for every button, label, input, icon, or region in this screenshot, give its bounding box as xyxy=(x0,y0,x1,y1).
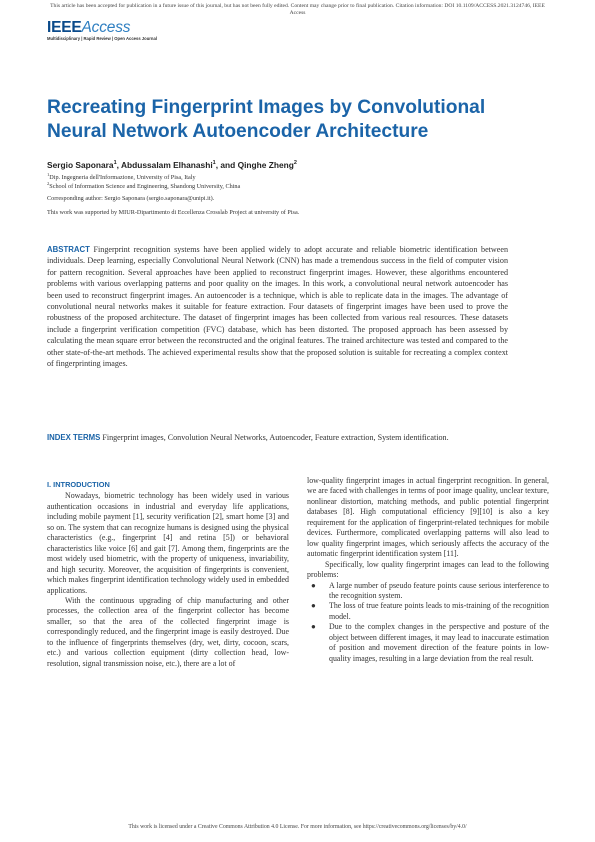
funding-note: This work was supported by MIUR-Dipartimento di Eccellenza Crosslab Project at university of Pisa. xyxy=(47,209,300,216)
journal-logo xyxy=(47,19,157,41)
bullet-icon: ● xyxy=(311,622,316,632)
abstract-heading: ABSTRACT xyxy=(47,245,90,254)
author-2: , Abdussalam Elhanashi xyxy=(116,160,213,170)
column-left xyxy=(47,480,289,669)
list-item: ● A large number of pseudo feature points cause serious interference to the recognition system. xyxy=(311,580,549,600)
intro-paragraph-4: Specifically, low quality fingerprint images can lead to the following problems: xyxy=(307,559,549,580)
bullet-icon: ● xyxy=(311,601,316,611)
abstract-text: Fingerprint recognition systems have been applied widely to adopt accurate and reliable biometric identification between individuals. Deep learning, especially Convolutional Neural Network (CNN) has made a tremendous success in the field of computer vision for pattern recognition. Several approaches have been applied to reconstruct fingerprint images. However, these algorithms encountered problems with various overlapping patterns and poor quality on the images. In this work, a convolutional neural network autoencoder has been used to reconstruct fingerprint images. An autoencoder is a technique, which is able to replicate data in the images. The advantage of convolutional neural networks makes it suitable for feature extraction. Four datasets of fingerprint images have been used to prove the robustness of the proposed architecture. The dataset of fingerprint images has been collected from various real resources. These datasets include a fingerprint verification competition (FVC) database, which has been distorted. The proposed approach has been assessed by calculating the mean square error between the reconstructed and the original features. The trained architecture was tested and compared to the other state-of-the-art methods. The achieved experimental results show that the proposed solution is suitable for recreating a complex context of fingerprinting images. xyxy=(47,245,508,369)
author-3-affil: 2 xyxy=(293,160,297,167)
top-note-line2: Access xyxy=(289,10,306,16)
list-item: ● The loss of true feature points leads to mis-training of the recognition model. xyxy=(311,601,549,621)
license-footer: This work is licensed under a Creative Commons Attribution 4.0 License. For more information, see https://creativecommons.org/licenses/by/4.0/ xyxy=(128,824,467,830)
author-2-affil: 1 xyxy=(212,160,216,167)
top-note xyxy=(0,3,595,17)
author-3: , and Qinghe Zheng xyxy=(215,160,294,170)
index-terms xyxy=(47,432,508,443)
author-1: Sergio Saponara xyxy=(47,160,114,170)
corresponding-author: Corresponding author: Sergio Saponara (sergio.saponara@unipi.it). xyxy=(47,195,215,202)
author-1-affil: 1 xyxy=(113,160,117,167)
affiliation-1: $^1$Dip. Ingegneria dell'Informazione, University of Pisa, Italy xyxy=(47,172,196,182)
logo-tagline: Multidisciplinary | Rapid Review | Open Access Journal xyxy=(47,36,157,41)
intro-paragraph-2: With the continuous upgrading of chip manufacturing and other processes, the collection area of the fingerprint collector has become smaller, so that the area of the collected fingerprint image is correspondingly reduced, and the fingerprint image is easily destroyed. Due to the influence of fingerprints themselves (dry, wet, dirty, cocoon, scars, etc.) and various collection equipment (dirty collection head, low-resolution, signal transmission noise, etc.), there are a lot of xyxy=(47,595,289,668)
column-right xyxy=(307,476,549,664)
problem-list xyxy=(307,581,549,665)
intro-paragraph-3: low-quality fingerprint images in actual fingerprint recognition. In general, we are faced with challenges in terms of poor image quality, unclear texture, nonlinear distortion, matching methods, and public potential fingerprint databases [8]. High computational efficiency [9][10] is also a key requirement for the application of fingerprint-related techniques for mobile devices. Furthermore, complicated overlapping patterns will also lead to low quality fingerprint images, which seriously affects the accuracy of the automatic fingerprint identification system [11]. xyxy=(307,476,549,559)
index-terms-text: Fingerprint images, Convolution Neural Networks, Autoencoder, Feature extraction, System identification. xyxy=(102,433,449,442)
index-terms-heading: INDEX TERMS xyxy=(47,433,101,442)
logo-ieee: IEEE xyxy=(47,19,82,36)
abstract xyxy=(47,244,508,369)
affiliation-2: $^2$School of Information Science and Engineering, Shandong University, China xyxy=(47,181,241,191)
intro-paragraph-1: Nowadays, biometric technology has been widely used in various authentication occasions in industrial and everyday life applications, including mobile payment [1], security verification [2], smart home [3] and so on. The system that can recognize humans is designed using the physical characteristics (e.g., fingerprint [4] and retina [5]) or behavioral characteristics like voice [6] and gait [7]. Among them, fingerprints are the most widely used biometric, with the property of uniqueness, invariability, and high security. Moreover, the acquisition of fingerprints is convenient, which makes fingerprint identification technology widely used in embedded applications. xyxy=(47,491,289,595)
author-list xyxy=(47,160,297,170)
top-note-line1: This article has been accepted for publication in a future issue of this journal, but has not been fully edited. Content may change prior to final publication. Citation information: DOI 10.1109/ACCESS.2021.3124746, IEEE xyxy=(50,3,545,9)
list-item: ● Due to the complex changes in the perspective and posture of the object between different images, it may lead to inaccurate estimation of position and movement direction of the feature points in low-quality images, resulting in a large deviation from the real result. xyxy=(311,622,549,663)
bullet-icon: ● xyxy=(311,580,316,590)
section-heading-introduction: I. INTRODUCTION xyxy=(47,480,110,489)
paper-title: Recreating Fingerprint Images by Convolutional Neural Network Autoencoder Architecture xyxy=(47,97,486,142)
logo-access: Access xyxy=(81,19,131,36)
